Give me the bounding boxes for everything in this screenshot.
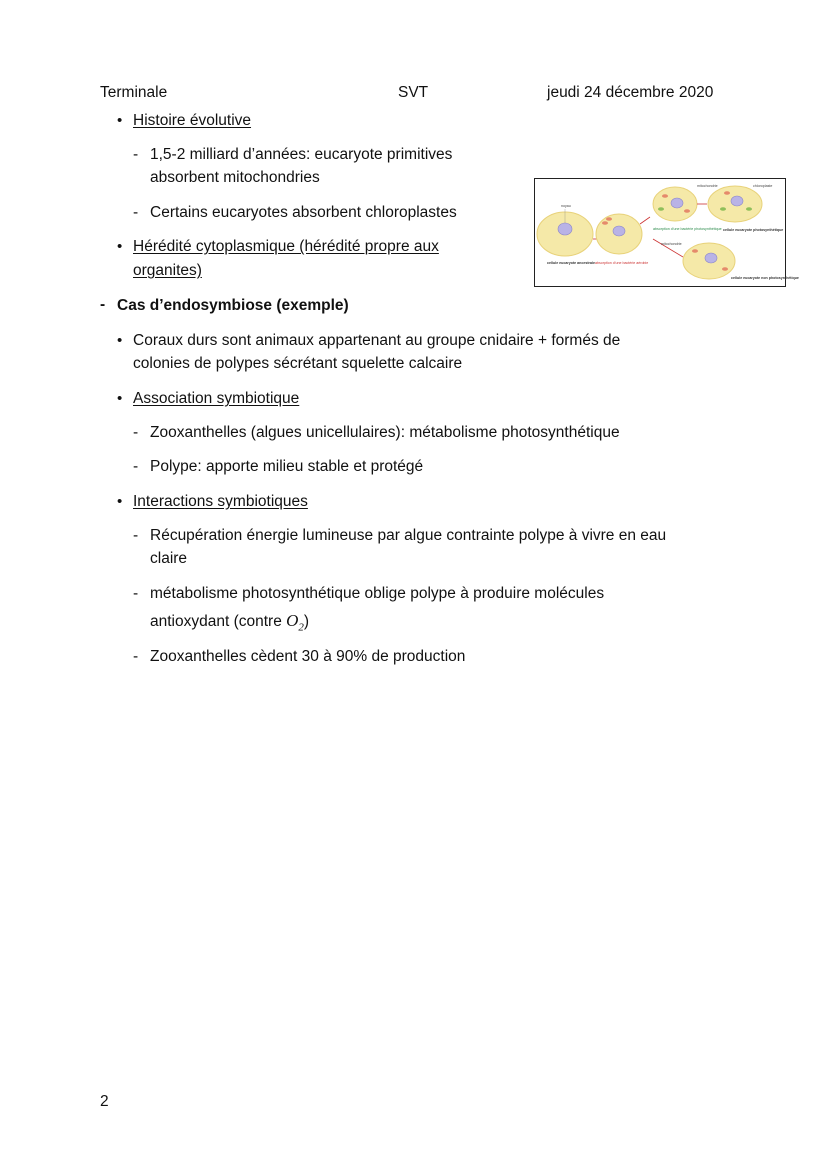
label-noyau: noyau [561, 204, 571, 208]
bullet-icon: • [117, 493, 123, 510]
label-mitochondrie: mitochondrie [697, 184, 718, 188]
label-acquisition-bacterie: absorption d'une bactérie aérobie [595, 261, 649, 265]
dash-icon: - [133, 527, 139, 544]
header-right: jeudi 24 décembre 2020 [547, 84, 714, 101]
zoox-item: Zooxanthelles (algues unicellulaires): métabolisme photosynthétique [150, 424, 620, 441]
bullet-icon: • [117, 112, 123, 129]
interactions-title: Interactions symbiotiques [133, 493, 308, 510]
meta-line1: métabolisme photosynthétique oblige polype à produire molécules [150, 585, 605, 602]
meta-line2-suffix: ) [303, 613, 310, 630]
header-center: SVT [398, 84, 429, 101]
endosymbiosis-diagram [535, 179, 799, 286]
meta-line2 [150, 611, 309, 633]
polype-item: Polype: apporte milieu stable et protégé [150, 458, 424, 475]
cell-nucleus [558, 223, 572, 235]
bullet-icon: • [117, 332, 123, 349]
recup-line1: Récupération énergie lumineuse par algue contrainte polype à vivre en eau [150, 527, 667, 544]
item1-line2: absorbent mitochondries [150, 169, 320, 186]
o2-formula: $O_2$ [286, 611, 304, 634]
dash-icon: - [100, 296, 106, 313]
dash-icon: - [133, 204, 139, 221]
dash-icon: - [133, 648, 139, 665]
label-cellule-ancestrale: cellule eucaryote ancestrale [547, 261, 595, 265]
dash-icon: - [133, 424, 139, 441]
dash-icon: - [133, 458, 139, 475]
label-acquisition-photo: absorption d'une bactérie photosynthétique [653, 227, 722, 231]
association-title: Association symbiotique [133, 390, 300, 407]
bullet-icon: • [117, 238, 123, 255]
item2: Certains eucaryotes absorbent chloroplastes [150, 204, 457, 221]
recup-line2: claire [150, 550, 188, 567]
item1-line1: 1,5-2 milliard d’années: eucaryote primitives [150, 146, 453, 163]
label-cellule-non-photo: cellule eucaryote non photosynthétique [731, 276, 799, 280]
zoox-cede-item: Zooxanthelles cèdent 30 à 90% de production [150, 648, 466, 665]
bullet-icon: • [117, 390, 123, 407]
meta-line2-prefix: antioxydant (contre [150, 613, 287, 630]
dash-icon: - [133, 585, 139, 602]
endosymbiosis-figure [534, 178, 799, 287]
heredite-line1: Hérédité cytoplasmique (hérédité propre aux [133, 238, 439, 255]
histoire-title: Histoire évolutive [133, 112, 252, 129]
dash-icon: - [133, 146, 139, 163]
header-left: Terminale [100, 84, 168, 101]
label-mitochondrie-2: mitochondrie [661, 242, 682, 246]
heredite-line2: organites) [133, 262, 202, 279]
page-number: 2 [100, 1093, 109, 1110]
section2-title: Cas d’endosymbiose (exemple) [117, 297, 349, 314]
coraux-line2: colonies de polypes sécrétant squelette calcaire [133, 355, 463, 372]
label-cellule-photo: cellule eucaryote photosynthétique [723, 228, 784, 232]
label-chloroplaste: chloroplaste [753, 184, 773, 188]
coraux-line1: Coraux durs sont animaux appartenant au groupe cnidaire + formés de [133, 332, 621, 349]
